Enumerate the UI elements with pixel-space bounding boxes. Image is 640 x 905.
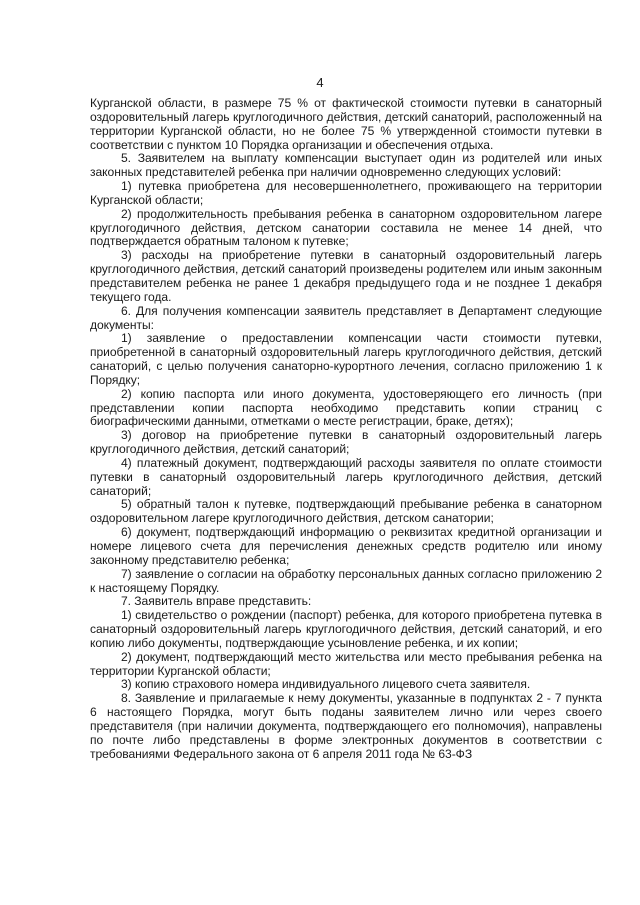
- paragraph: 2) документ, подтверждающий место жительства или место пребывания ребенка на территории Курганской области;: [90, 649, 602, 678]
- paragraph: 1) свидетельство о рождении (паспорт) ребенка, для которого приобретена путевка в санаторный оздоровительный лагерь круглогодичного действия, детский санаторий, и его копию либо документы, подтверждающие усыновление ребенка, и их копии;: [90, 608, 602, 650]
- document-body: [90, 97, 602, 762]
- paragraph: 5. Заявителем на выплату компенсации выступает один из родителей или иных законных представителей ребенка при наличии одновременно следующих условий:: [90, 151, 602, 180]
- paragraph: 6. Для получения компенсации заявитель представляет в Департамент следующие документы:: [90, 303, 602, 332]
- paragraph: 8. Заявление и прилагаемые к нему документы, указанные в подпунктах 2 - 7 пункта 6 настоящего Порядка, могут быть поданы заявителем лично или через своего представителя (при наличии документа, подтверждающего его полномочия), направлены по почте либо представлены в форме электронных документов в соответствии с требованиями Федерального закона от 6 апреля 2011 года № 63-ФЗ: [90, 691, 602, 761]
- paragraph: 3) договор на приобретение путевки в санаторный оздоровительный лагерь круглогодичного действия, детский санаторий;: [90, 428, 602, 457]
- paragraph: 3) копию страхового номера индивидуального лицевого счета заявителя.: [121, 677, 531, 692]
- paragraph: 5) обратный талон к путевке, подтверждающий пребывание ребенка в санаторном оздоровительном лагере круглогодичного действия, детском санатории;: [90, 497, 602, 526]
- paragraph: 3) расходы на приобретение путевки в санаторный оздоровительный лагерь круглогодичного действия, детский санаторий произведены родителем или иным законным представителем ребенка не ранее 1 декабря предыдущего года и не позднее 1 декабря текущего года.: [90, 248, 602, 304]
- paragraph: 4) платежный документ, подтверждающий расходы заявителя по оплате стоимости путевки в санаторный оздоровительный лагерь круглогодичного действия, детский санаторий;: [90, 455, 602, 498]
- paragraph: 1) путевка приобретена для несовершеннолетнего, проживающего на территории Курганской области;: [90, 179, 602, 207]
- page-number: 4: [316, 75, 324, 90]
- paragraph: 7. Заявитель вправе представить:: [121, 594, 312, 609]
- paragraph: 1) заявление о предоставлении компенсации части стоимости путевки, приобретенной в санаторный оздоровительный лагерь круглогодичного действия, детский санаторий, с целью получения санаторно-курортного лечения, согласно приложению 1 к Порядку;: [90, 331, 602, 387]
- paragraph: 2) продолжительность пребывания ребенка в санаторном оздоровительном лагере круглогодичного действия, детском санатории составила не менее 14 дней, что подтверждается обратным талоном к путевке;: [90, 206, 602, 249]
- paragraph: 6) документ, подтверждающий информацию о реквизитах кредитной организации и номере лицевого счета для перечисления денежных средств родителю или иному законному представителю ребенка;: [90, 525, 602, 567]
- paragraph: 2) копию паспорта или иного документа, удостоверяющего его личность (при представлении копии паспорта необходимо представить копии страниц с биографическими данными, отметками о месте регистрации, браке, детях);: [90, 386, 602, 429]
- paragraph: Курганской области, в размере 75 % от фактической стоимости путевки в санаторный оздоровительный лагерь круглогодичного действия, детский санаторий, расположенный на территории Курганской области, но не более 75 % утвержденной стоимости путевки в соответствии с пунктом 10 Порядка организации и обеспечения отдыха.: [90, 96, 602, 152]
- paragraph: 7) заявление о согласии на обработку персональных данных согласно приложению 2 к настоящему Порядку.: [90, 566, 602, 595]
